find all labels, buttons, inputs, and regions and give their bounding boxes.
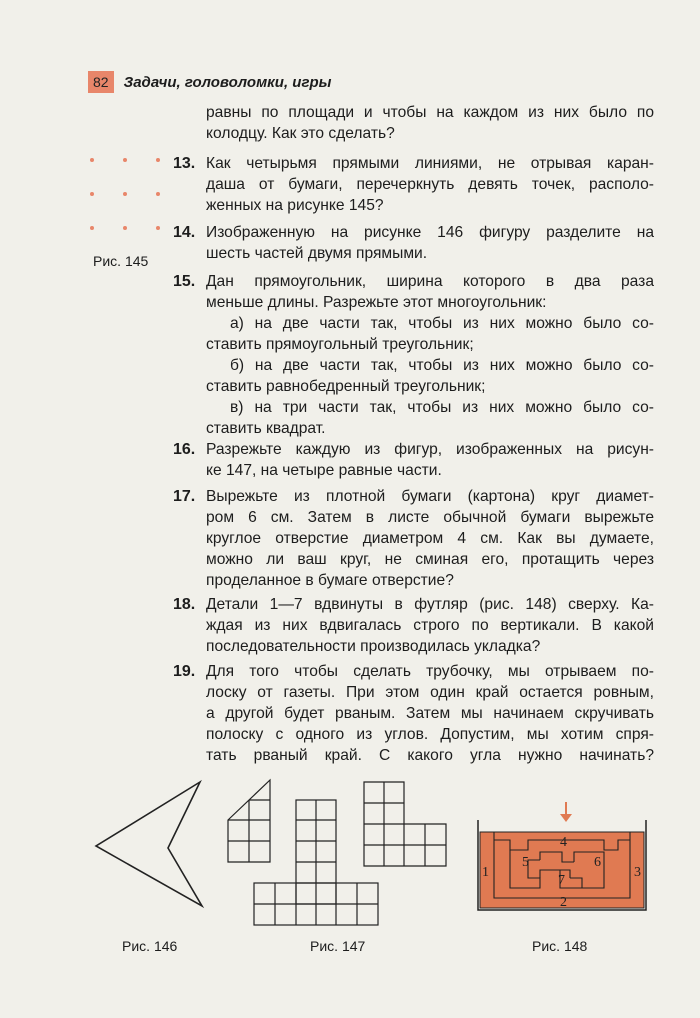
text-line: круглое отверстие диаметром 4 см. Как вы думаете,: [206, 530, 654, 547]
text-line: а) на две части так, чтобы из них можно было со-: [230, 315, 654, 332]
dot: [156, 158, 160, 162]
problem-13: [173, 153, 654, 216]
section-title: Задачи, головоломки, игры: [123, 73, 332, 91]
text-line: ставить квадрат.: [206, 420, 326, 437]
problem-16: [173, 439, 654, 481]
piece-label: 6: [594, 855, 601, 870]
text-line: Для того чтобы сделать трубочку, мы отрываем по-: [206, 663, 654, 680]
problem-15: [173, 271, 654, 439]
text-line: Детали 1—7 вдвинуты в футляр (рис. 148) сверху. Ка-: [206, 596, 654, 613]
problem-number: 17.: [173, 488, 196, 505]
chevron-figure: [96, 782, 202, 906]
piece-label: 7: [558, 873, 565, 888]
problem-17: [173, 486, 654, 591]
problem-number: 19.: [173, 663, 196, 680]
figure-148-caption: Рис. 148: [532, 938, 588, 954]
text-line: женных на рисунке 145?: [206, 197, 384, 214]
dot: [90, 192, 94, 196]
problem-number: 13.: [173, 155, 196, 172]
text-line: проделанное в бумаге отверстие?: [206, 572, 454, 589]
grid-figure-b: [254, 800, 378, 925]
figure-146-shape: [90, 778, 210, 918]
text-line: ждая из них вдвигалась строго по вертикали. В какой: [206, 617, 654, 634]
intro-text: [206, 102, 654, 144]
text-line: Дан прямоугольник, ширина которого в два раза: [206, 273, 654, 290]
dot: [90, 158, 94, 162]
text-line: ставить прямоугольный треугольник;: [206, 336, 474, 353]
text-line: Вырежьте из плотной бумаги (картона) круг диамет-: [206, 488, 654, 505]
text-line: равны по площади и чтобы на каждом из них было по: [206, 104, 654, 121]
dot: [123, 226, 127, 230]
text-line: в) на три части так, чтобы из них можно было со-: [230, 399, 654, 416]
text-line: ставить равнобедренный треугольник;: [206, 378, 486, 395]
piece-label: 4: [560, 835, 567, 850]
text-line: шесть частей двумя прямыми.: [206, 245, 428, 262]
problem-number: 16.: [173, 441, 196, 458]
figure-145-dots: [90, 152, 162, 232]
text-line: колодцу. Как это сделать?: [206, 125, 395, 142]
dot: [90, 226, 94, 230]
figure-146-caption: Рис. 146: [122, 938, 178, 954]
text-line: можно ли ваш круг, не сминая его, протащить через: [206, 551, 654, 568]
dot: [156, 192, 160, 196]
text-line: полоску с одного из углов. Допустим, мы хотим спря-: [206, 726, 654, 743]
text-line: ке 147, на четыре равные части.: [206, 462, 442, 479]
text-line: ром 6 см. Затем в листе обычной бумаги вырежьте: [206, 509, 654, 526]
problem-number: 18.: [173, 596, 196, 613]
dot: [156, 226, 160, 230]
piece-label: 1: [482, 865, 489, 880]
dot: [123, 158, 127, 162]
problem-19: [173, 661, 654, 766]
page-number: 82: [88, 71, 114, 93]
problem-number: 15.: [173, 273, 196, 290]
text-line: Разрежьте каждую из фигур, изображенных на рисун-: [206, 441, 654, 458]
piece-label: 5: [522, 855, 529, 870]
problem-14: [173, 222, 654, 264]
problem-18: [173, 594, 654, 657]
grid-figure-a: [228, 780, 270, 862]
text-line: б) на две части так, чтобы из них можно было со-: [230, 357, 654, 374]
text-line: Изображенную на рисунке 146 фигуру разделите на: [206, 224, 654, 241]
text-line: тать рваный край. С какого угла нужно начинать?: [206, 747, 654, 764]
figure-145-caption: Рис. 145: [93, 253, 149, 269]
grid-figure-c: [364, 782, 446, 866]
text-line: меньше длины. Разрежьте этот многоугольник:: [206, 294, 547, 311]
text-line: лоску от газеты. При этом один край остается ровным,: [206, 684, 654, 701]
figure-148-case: [470, 800, 660, 920]
piece-label: 3: [634, 865, 641, 880]
figure-147-grids: [222, 778, 454, 928]
text-line: даша от бумаги, перечеркнуть девять точек, располо-: [206, 176, 654, 193]
figure-147-caption: Рис. 147: [310, 938, 366, 954]
text-line: Как четырьмя прямыми линиями, не отрывая каран-: [206, 155, 654, 172]
page-header: [88, 71, 331, 93]
arrowhead-icon: [560, 814, 572, 822]
piece-label: 2: [560, 895, 567, 910]
text-line: а другой будет рваным. Затем мы начинаем скручивать: [206, 705, 654, 722]
dot: [123, 192, 127, 196]
text-line: последовательности производилась укладка?: [206, 638, 541, 655]
problem-number: 14.: [173, 224, 196, 241]
